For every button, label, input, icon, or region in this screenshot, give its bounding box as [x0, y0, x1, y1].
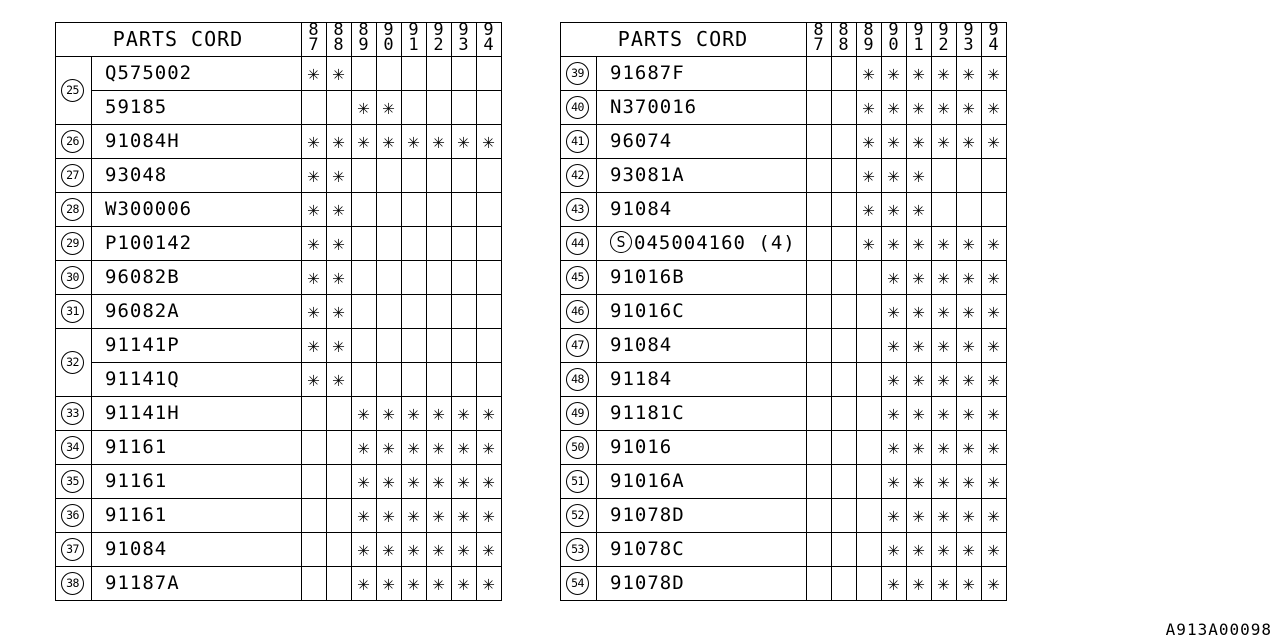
year-applicable-mark: ✳ [987, 401, 1000, 425]
parts-table-right [560, 22, 1007, 601]
year-applicable-mark: ✳ [382, 95, 395, 119]
year-applicable-mark: ✳ [987, 333, 1000, 357]
part-number [610, 192, 672, 226]
year-header-92: 9 2 [433, 20, 444, 55]
year-applicable-mark: ✳ [357, 537, 370, 561]
part-number-text: 96082A [105, 300, 180, 322]
year-applicable-mark: ✳ [912, 299, 925, 323]
ref-number-circle: 54 [566, 572, 589, 595]
part-number [105, 328, 180, 362]
year-applicable-mark: ✳ [862, 197, 875, 221]
year-applicable-mark: ✳ [307, 163, 320, 187]
year-applicable-mark: ✳ [332, 231, 345, 255]
year-applicable-mark: ✳ [357, 95, 370, 119]
part-number-text: 045004160 (4) [634, 232, 796, 254]
year-applicable-mark: ✳ [937, 265, 950, 289]
ref-number-circle: 47 [566, 334, 589, 357]
year-applicable-mark: ✳ [457, 435, 470, 459]
part-number-text: 93081A [610, 164, 685, 186]
ref-number-circle: 35 [61, 470, 84, 493]
part-number [105, 464, 167, 498]
year-applicable-mark: ✳ [937, 469, 950, 493]
year-applicable-mark: ✳ [962, 333, 975, 357]
year-applicable-mark: ✳ [962, 265, 975, 289]
ref-number-circle: 48 [566, 368, 589, 391]
year-applicable-mark: ✳ [987, 95, 1000, 119]
year-applicable-mark: ✳ [912, 367, 925, 391]
year-applicable-mark: ✳ [862, 95, 875, 119]
year-applicable-mark: ✳ [432, 537, 445, 561]
year-applicable-mark: ✳ [987, 435, 1000, 459]
year-applicable-mark: ✳ [962, 299, 975, 323]
year-applicable-mark: ✳ [887, 333, 900, 357]
year-applicable-mark: ✳ [962, 129, 975, 153]
year-applicable-mark: ✳ [987, 61, 1000, 85]
year-applicable-mark: ✳ [987, 367, 1000, 391]
ref-number-circle: 45 [566, 266, 589, 289]
year-applicable-mark: ✳ [332, 367, 345, 391]
part-number [610, 90, 697, 124]
year-applicable-mark: ✳ [307, 61, 320, 85]
ref-number-circle: 37 [61, 538, 84, 561]
part-number [610, 566, 685, 600]
ref-number-circle: 27 [61, 164, 84, 187]
year-applicable-mark: ✳ [307, 367, 320, 391]
part-number-text: 91016B [610, 266, 685, 288]
year-applicable-mark: ✳ [912, 129, 925, 153]
year-applicable-mark: ✳ [407, 435, 420, 459]
part-number-text: 91187A [105, 572, 180, 594]
year-applicable-mark: ✳ [432, 129, 445, 153]
ref-number-circle: 41 [566, 130, 589, 153]
year-applicable-mark: ✳ [307, 265, 320, 289]
year-header-89: 8 9 [358, 20, 369, 55]
year-applicable-mark: ✳ [912, 95, 925, 119]
part-number-text: 91084 [610, 198, 673, 220]
year-applicable-mark: ✳ [307, 231, 320, 255]
year-applicable-mark: ✳ [962, 231, 975, 255]
year-applicable-mark: ✳ [357, 469, 370, 493]
part-number [610, 56, 685, 90]
year-applicable-mark: ✳ [332, 265, 345, 289]
part-number [105, 158, 167, 192]
year-applicable-mark: ✳ [962, 503, 975, 527]
part-number-text: 91016 [610, 436, 673, 458]
year-applicable-mark: ✳ [987, 503, 1000, 527]
year-applicable-mark: ✳ [962, 537, 975, 561]
year-applicable-mark: ✳ [407, 469, 420, 493]
header-title: PARTS CORD [617, 27, 749, 51]
part-number-text: P100142 [105, 232, 193, 254]
year-applicable-mark: ✳ [887, 163, 900, 187]
year-applicable-mark: ✳ [432, 571, 445, 595]
standard-part-icon: S [610, 231, 632, 253]
part-number-text: 91181C [610, 402, 685, 424]
year-applicable-mark: ✳ [457, 129, 470, 153]
year-applicable-mark: ✳ [937, 367, 950, 391]
year-applicable-mark: ✳ [887, 469, 900, 493]
year-applicable-mark: ✳ [432, 401, 445, 425]
ref-number-circle: 44 [566, 232, 589, 255]
year-applicable-mark: ✳ [962, 571, 975, 595]
part-number [610, 498, 685, 532]
year-applicable-mark: ✳ [987, 571, 1000, 595]
ref-number-circle: 29 [61, 232, 84, 255]
year-applicable-mark: ✳ [987, 299, 1000, 323]
part-number [105, 192, 192, 226]
part-number-text: 59185 [105, 96, 168, 118]
ref-number-circle: 33 [61, 402, 84, 425]
part-number-text: Q575002 [105, 62, 193, 84]
part-number-text: 91161 [105, 470, 168, 492]
ref-number-circle: 26 [61, 130, 84, 153]
year-header-89: 8 9 [863, 20, 874, 55]
diagram-code: A913A00098 [1165, 620, 1272, 639]
year-applicable-mark: ✳ [912, 571, 925, 595]
year-applicable-mark: ✳ [457, 469, 470, 493]
part-number-text: 91078D [610, 504, 685, 526]
year-applicable-mark: ✳ [962, 61, 975, 85]
year-applicable-mark: ✳ [937, 571, 950, 595]
year-applicable-mark: ✳ [912, 401, 925, 425]
part-number-text: 93048 [105, 164, 168, 186]
year-header-94: 9 4 [988, 20, 999, 55]
part-number [105, 362, 180, 396]
year-applicable-mark: ✳ [307, 197, 320, 221]
year-applicable-mark: ✳ [407, 401, 420, 425]
part-number-text: 91084 [105, 538, 168, 560]
parts-table-left [55, 22, 502, 601]
year-header-91: 9 1 [408, 20, 419, 55]
year-applicable-mark: ✳ [962, 367, 975, 391]
part-number-text: 91141P [105, 334, 180, 356]
part-number [105, 124, 180, 158]
part-number [610, 328, 672, 362]
year-applicable-mark: ✳ [862, 231, 875, 255]
year-applicable-mark: ✳ [887, 95, 900, 119]
part-number-text: 96074 [610, 130, 673, 152]
year-applicable-mark: ✳ [937, 95, 950, 119]
year-applicable-mark: ✳ [457, 537, 470, 561]
year-header-88: 8 8 [333, 20, 344, 55]
year-applicable-mark: ✳ [307, 299, 320, 323]
ref-number-circle: 28 [61, 198, 84, 221]
part-number-text: 91016C [610, 300, 685, 322]
year-applicable-mark: ✳ [407, 571, 420, 595]
year-applicable-mark: ✳ [432, 435, 445, 459]
part-number [610, 362, 672, 396]
year-header-94: 9 4 [483, 20, 494, 55]
year-applicable-mark: ✳ [357, 129, 370, 153]
year-header-91: 9 1 [913, 20, 924, 55]
year-applicable-mark: ✳ [357, 503, 370, 527]
part-number-text: 91161 [105, 504, 168, 526]
year-applicable-mark: ✳ [457, 503, 470, 527]
part-number [610, 226, 796, 260]
part-number-text: 91141Q [105, 368, 180, 390]
year-applicable-mark: ✳ [937, 503, 950, 527]
part-number [105, 566, 180, 600]
part-number-text: N370016 [610, 96, 698, 118]
part-number [105, 294, 180, 328]
year-applicable-mark: ✳ [357, 571, 370, 595]
ref-number-circle: 34 [61, 436, 84, 459]
year-applicable-mark: ✳ [937, 401, 950, 425]
year-applicable-mark: ✳ [382, 129, 395, 153]
year-header-93: 9 3 [458, 20, 469, 55]
year-applicable-mark: ✳ [987, 231, 1000, 255]
part-number-text: 91161 [105, 436, 168, 458]
year-applicable-mark: ✳ [962, 469, 975, 493]
part-number-text: 91078C [610, 538, 685, 560]
year-applicable-mark: ✳ [962, 435, 975, 459]
ref-number-circle: 32 [61, 351, 84, 374]
part-number [610, 124, 672, 158]
part-number-text: 91687F [610, 62, 685, 84]
year-applicable-mark: ✳ [407, 129, 420, 153]
year-applicable-mark: ✳ [482, 503, 495, 527]
header-title: PARTS CORD [112, 27, 244, 51]
year-applicable-mark: ✳ [887, 197, 900, 221]
year-applicable-mark: ✳ [987, 129, 1000, 153]
year-applicable-mark: ✳ [937, 299, 950, 323]
year-applicable-mark: ✳ [307, 129, 320, 153]
ref-number-circle: 51 [566, 470, 589, 493]
year-applicable-mark: ✳ [937, 129, 950, 153]
ref-number-circle: 39 [566, 62, 589, 85]
year-applicable-mark: ✳ [482, 571, 495, 595]
ref-number-circle: 46 [566, 300, 589, 323]
year-header-87: 8 7 [308, 20, 319, 55]
year-applicable-mark: ✳ [332, 299, 345, 323]
year-applicable-mark: ✳ [912, 503, 925, 527]
part-number [610, 260, 685, 294]
part-number [105, 260, 180, 294]
year-applicable-mark: ✳ [987, 537, 1000, 561]
year-applicable-mark: ✳ [332, 163, 345, 187]
ref-number-circle: 42 [566, 164, 589, 187]
year-applicable-mark: ✳ [887, 299, 900, 323]
year-applicable-mark: ✳ [912, 537, 925, 561]
year-applicable-mark: ✳ [887, 537, 900, 561]
year-applicable-mark: ✳ [432, 503, 445, 527]
year-header-90: 9 0 [888, 20, 899, 55]
year-applicable-mark: ✳ [332, 61, 345, 85]
year-applicable-mark: ✳ [382, 503, 395, 527]
part-number [105, 396, 180, 430]
part-number-text: 91084H [105, 130, 180, 152]
part-number [105, 532, 167, 566]
year-applicable-mark: ✳ [432, 469, 445, 493]
part-number [610, 532, 685, 566]
year-applicable-mark: ✳ [887, 435, 900, 459]
part-number [610, 396, 685, 430]
year-applicable-mark: ✳ [887, 231, 900, 255]
year-applicable-mark: ✳ [307, 333, 320, 357]
year-applicable-mark: ✳ [887, 367, 900, 391]
year-applicable-mark: ✳ [887, 265, 900, 289]
ref-number-circle: 53 [566, 538, 589, 561]
year-applicable-mark: ✳ [357, 401, 370, 425]
part-number [610, 294, 685, 328]
year-applicable-mark: ✳ [382, 537, 395, 561]
part-number-text: 91141H [105, 402, 180, 424]
year-applicable-mark: ✳ [332, 197, 345, 221]
ref-number-circle: 50 [566, 436, 589, 459]
part-number-text: 96082B [105, 266, 180, 288]
year-applicable-mark: ✳ [887, 503, 900, 527]
year-applicable-mark: ✳ [962, 401, 975, 425]
ref-number-circle: 52 [566, 504, 589, 527]
year-applicable-mark: ✳ [912, 163, 925, 187]
year-applicable-mark: ✳ [887, 129, 900, 153]
ref-number-circle: 36 [61, 504, 84, 527]
year-header-90: 9 0 [383, 20, 394, 55]
year-applicable-mark: ✳ [937, 333, 950, 357]
year-applicable-mark: ✳ [382, 435, 395, 459]
year-header-88: 8 8 [838, 20, 849, 55]
year-applicable-mark: ✳ [457, 571, 470, 595]
part-number [105, 430, 167, 464]
year-applicable-mark: ✳ [887, 401, 900, 425]
year-applicable-mark: ✳ [937, 435, 950, 459]
year-applicable-mark: ✳ [937, 61, 950, 85]
year-applicable-mark: ✳ [482, 129, 495, 153]
year-header-87: 8 7 [813, 20, 824, 55]
part-number-text: 91016A [610, 470, 685, 492]
year-applicable-mark: ✳ [862, 163, 875, 187]
year-applicable-mark: ✳ [862, 129, 875, 153]
ref-number-circle: 38 [61, 572, 84, 595]
part-number [105, 90, 167, 124]
year-applicable-mark: ✳ [987, 469, 1000, 493]
part-number [105, 498, 167, 532]
part-number-text: 91184 [610, 368, 673, 390]
year-applicable-mark: ✳ [937, 537, 950, 561]
part-number [610, 430, 672, 464]
part-number-text: W300006 [105, 198, 193, 220]
ref-number-circle: 30 [61, 266, 84, 289]
year-applicable-mark: ✳ [912, 231, 925, 255]
part-number [610, 158, 685, 192]
year-applicable-mark: ✳ [912, 61, 925, 85]
year-applicable-mark: ✳ [912, 469, 925, 493]
year-applicable-mark: ✳ [407, 503, 420, 527]
part-number [610, 464, 685, 498]
year-applicable-mark: ✳ [912, 435, 925, 459]
part-number-text: 91078D [610, 572, 685, 594]
year-applicable-mark: ✳ [482, 435, 495, 459]
year-applicable-mark: ✳ [887, 61, 900, 85]
year-applicable-mark: ✳ [482, 469, 495, 493]
year-applicable-mark: ✳ [332, 129, 345, 153]
year-applicable-mark: ✳ [912, 197, 925, 221]
year-applicable-mark: ✳ [357, 435, 370, 459]
year-applicable-mark: ✳ [382, 401, 395, 425]
year-applicable-mark: ✳ [382, 571, 395, 595]
year-applicable-mark: ✳ [407, 537, 420, 561]
year-applicable-mark: ✳ [987, 265, 1000, 289]
part-number-text: 91084 [610, 334, 673, 356]
part-number [105, 56, 192, 90]
year-applicable-mark: ✳ [332, 333, 345, 357]
year-header-93: 9 3 [963, 20, 974, 55]
year-applicable-mark: ✳ [912, 333, 925, 357]
year-applicable-mark: ✳ [912, 265, 925, 289]
ref-number-circle: 49 [566, 402, 589, 425]
year-applicable-mark: ✳ [887, 571, 900, 595]
ref-number-circle: 25 [61, 79, 84, 102]
year-applicable-mark: ✳ [862, 61, 875, 85]
year-applicable-mark: ✳ [937, 231, 950, 255]
ref-number-circle: 43 [566, 198, 589, 221]
year-applicable-mark: ✳ [382, 469, 395, 493]
part-number [105, 226, 192, 260]
year-applicable-mark: ✳ [457, 401, 470, 425]
year-applicable-mark: ✳ [482, 537, 495, 561]
ref-number-circle: 31 [61, 300, 84, 323]
ref-number-circle: 40 [566, 96, 589, 119]
year-applicable-mark: ✳ [962, 95, 975, 119]
year-header-92: 9 2 [938, 20, 949, 55]
year-applicable-mark: ✳ [482, 401, 495, 425]
